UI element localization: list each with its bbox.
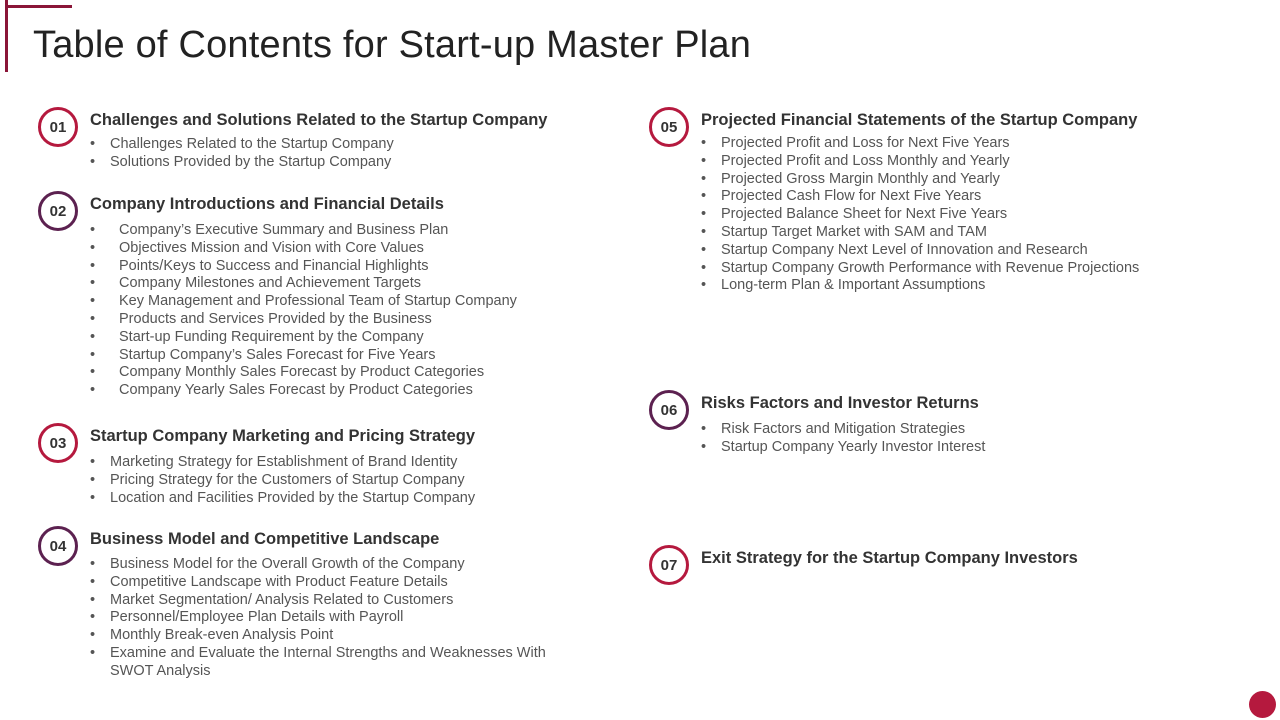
section-number-badge: 05 xyxy=(649,107,689,147)
list-item: • Examine and Evaluate the Internal Strengths and Weaknesses With SWOT Analysis xyxy=(90,645,560,681)
list-item: • Company Monthly Sales Forecast by Product Categories xyxy=(90,364,517,382)
list-item: • Projected Profit and Loss for Next Five Years xyxy=(701,135,1139,153)
section-number-badge: 01 xyxy=(38,107,78,147)
list-item: • Solutions Provided by the Startup Company xyxy=(90,154,394,172)
list-item: • Projected Cash Flow for Next Five Years xyxy=(701,188,1139,206)
section-number-badge: 03 xyxy=(38,423,78,463)
list-item: • Business Model for the Overall Growth of the Company xyxy=(90,556,560,574)
list-item: • Points/Keys to Success and Financial Highlights xyxy=(90,258,517,276)
list-item: • Company’s Executive Summary and Business Plan xyxy=(90,222,517,240)
list-item: • Personnel/Employee Plan Details with Payroll xyxy=(90,609,560,627)
list-item: • Projected Gross Margin Monthly and Yearly xyxy=(701,171,1139,189)
section-number-badge: 04 xyxy=(38,526,78,566)
section-items xyxy=(701,135,1139,295)
list-item: • Projected Profit and Loss Monthly and Yearly xyxy=(701,153,1139,171)
section-items xyxy=(90,136,394,172)
list-item: • Marketing Strategy for Establishment of Brand Identity xyxy=(90,454,475,472)
list-item: • Location and Facilities Provided by the Startup Company xyxy=(90,490,475,508)
list-item: • Risk Factors and Mitigation Strategies xyxy=(701,421,985,439)
list-item: • Startup Target Market with SAM and TAM xyxy=(701,224,1139,242)
list-item: • Competitive Landscape with Product Feature Details xyxy=(90,574,560,592)
list-item: • Start-up Funding Requirement by the Company xyxy=(90,329,517,347)
section-number-badge: 07 xyxy=(649,545,689,585)
list-item: • Objectives Mission and Vision with Core Values xyxy=(90,240,517,258)
corner-accent-horizontal xyxy=(5,5,72,8)
list-item: • Key Management and Professional Team of Startup Company xyxy=(90,293,517,311)
section-title: Exit Strategy for the Startup Company Investors xyxy=(701,549,1078,567)
list-item: • Challenges Related to the Startup Company xyxy=(90,136,394,154)
list-item: • Startup Company Next Level of Innovation and Research xyxy=(701,242,1139,260)
section-number-badge: 02 xyxy=(38,191,78,231)
list-item: • Long-term Plan & Important Assumptions xyxy=(701,277,1139,295)
section-title: Startup Company Marketing and Pricing Strategy xyxy=(90,427,476,445)
list-item: • Startup Company’s Sales Forecast for Five Years xyxy=(90,347,517,365)
list-item: • Projected Balance Sheet for Next Five Years xyxy=(701,206,1139,224)
list-item: • Market Segmentation/ Analysis Related to Customers xyxy=(90,592,560,610)
corner-accent-vertical xyxy=(5,0,8,72)
section-items xyxy=(90,222,517,400)
section-title: Projected Financial Statements of the Startup Company xyxy=(701,111,1138,129)
section-items xyxy=(701,421,985,457)
section-title: Company Introductions and Financial Details xyxy=(90,195,444,213)
list-item: • Company Milestones and Achievement Targets xyxy=(90,275,517,293)
page-title: Table of Contents for Start-up Master Plan xyxy=(33,24,752,66)
section-title: Business Model and Competitive Landscape xyxy=(90,530,440,548)
list-item: • Pricing Strategy for the Customers of Startup Company xyxy=(90,472,475,490)
section-number-badge: 06 xyxy=(649,390,689,430)
list-item: • Startup Company Growth Performance with Revenue Projections xyxy=(701,260,1139,278)
list-item: • Company Yearly Sales Forecast by Product Categories xyxy=(90,382,517,400)
list-item: • Products and Services Provided by the Business xyxy=(90,311,517,329)
section-items xyxy=(90,556,560,681)
list-item: • Monthly Break-even Analysis Point xyxy=(90,627,560,645)
section-title: Challenges and Solutions Related to the Startup Company xyxy=(90,111,548,129)
corner-dot-decoration xyxy=(1249,691,1276,718)
section-items xyxy=(90,454,475,507)
list-item: • Startup Company Yearly Investor Interest xyxy=(701,439,985,457)
section-title: Risks Factors and Investor Returns xyxy=(701,394,979,412)
